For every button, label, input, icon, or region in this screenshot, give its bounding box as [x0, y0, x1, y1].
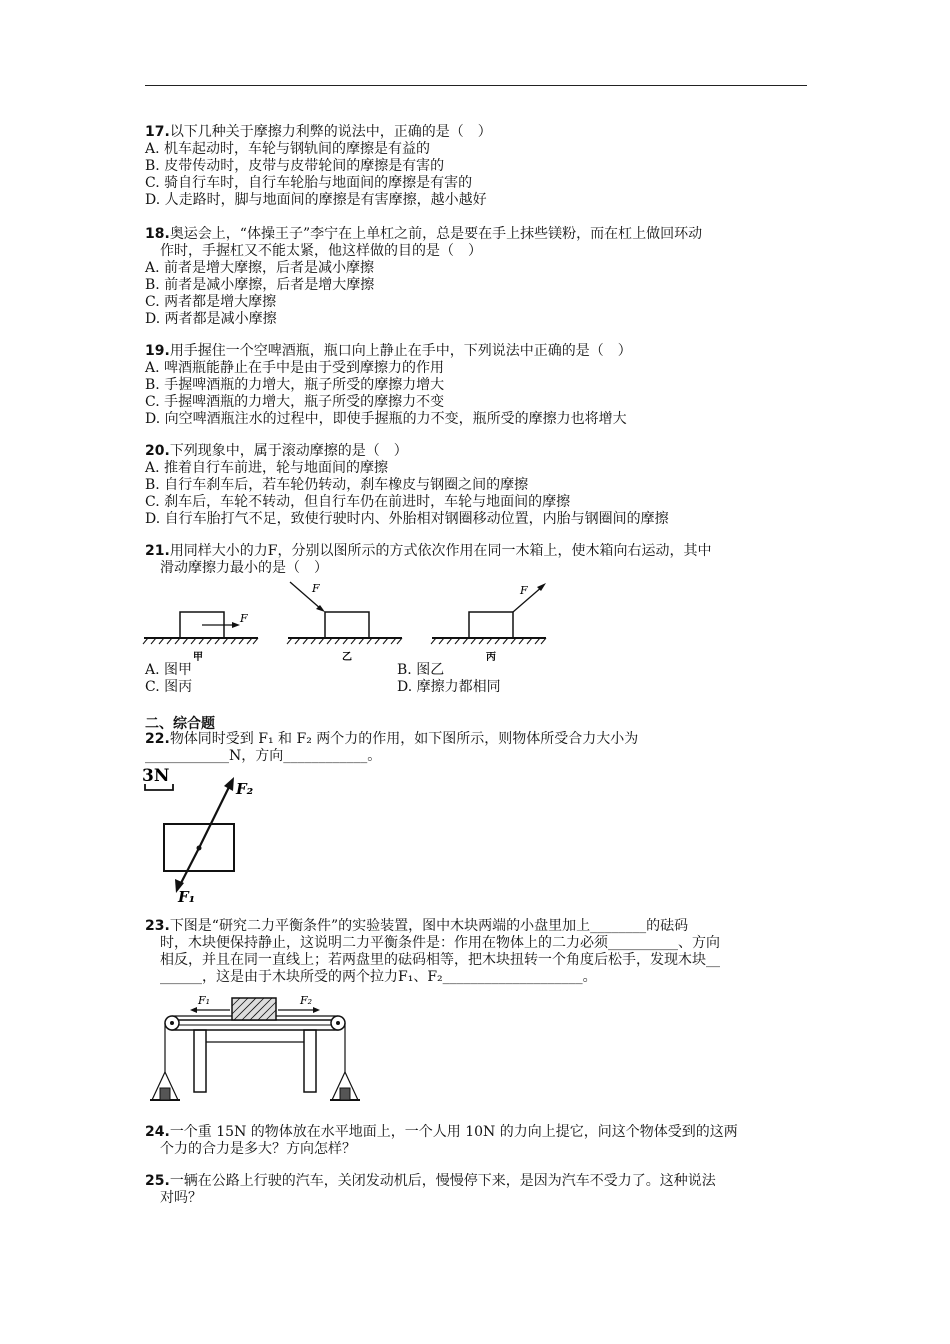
figure-bing — [431, 583, 546, 663]
option-18-a: A. 前者是增大摩擦，后者是减小摩擦 — [145, 260, 375, 276]
option-21-c: C. 图丙 — [145, 679, 193, 695]
table-leg-right — [304, 1030, 316, 1092]
figure-jia — [143, 612, 258, 663]
option-19-b: B. 手握啤酒瓶的力增大，瓶子所受的摩擦力增大 — [145, 377, 445, 393]
question-21-stem-cont: 滑动摩擦力最小的是（ ） — [160, 560, 328, 576]
question-24-line-1: 24.一个重 15N 的物体放在水平地面上，一个人用 10N 的力向上提它，问这个物体受到的这两 — [145, 1124, 738, 1140]
question-17-stem: 17.以下几种关于摩擦力利弊的说法中，正确的是（ ） — [145, 124, 492, 140]
figure-label-jia: 甲 — [193, 652, 203, 663]
option-20-a: A. 推着自行车前进，轮与地面间的摩擦 — [145, 460, 389, 476]
section-heading-2: 二、综合题 — [145, 716, 215, 732]
force-f1-arrow — [180, 848, 199, 885]
header-rule — [145, 85, 807, 86]
force-label-bing: F — [520, 584, 528, 597]
scale-label: 3N — [142, 766, 170, 786]
force-origin-dot — [197, 846, 202, 851]
option-17-a: A. 机车起动时，车轮与钢轨间的摩擦是有益的 — [145, 141, 431, 157]
force-label-jia: F — [240, 612, 248, 625]
f1-label: F₁ — [198, 994, 211, 1007]
force-f2-arrow — [199, 785, 230, 848]
question-21-stem: 21.用同样大小的力F，分别以图所示的方式依次作用在同一木箱上，使木箱向右运动，其中 — [145, 543, 712, 559]
question-19-stem: 19.用手握住一个空啤酒瓶，瓶口向上静止在手中，下列说法中正确的是（ ） — [145, 343, 632, 359]
f2-label: F₂ — [300, 994, 313, 1007]
option-20-d: D. 自行车胎打气不足，致使行驶时内、外胎相对钢圈移动位置，内胎与钢圈间的摩擦 — [145, 511, 669, 527]
option-21-b: B. 图乙 — [397, 662, 445, 678]
question-22-blanks: ____________N，方向____________。 — [145, 748, 382, 764]
question-23-line-1: 23.下图是“研究二力平衡条件”的实验装置，图中木块两端的小盘里加上________的砝码 — [145, 918, 689, 934]
table-leg-left — [194, 1030, 206, 1092]
option-17-d: D. 人走路时，脚与地面间的摩擦是有害摩擦，越小越好 — [145, 192, 487, 208]
option-17-b: B. 皮带传动时，皮带与皮带轮间的摩擦是有害的 — [145, 158, 445, 174]
q21-figure — [140, 578, 570, 664]
f2-label: F₂ — [236, 780, 254, 798]
option-19-a: A. 啤酒瓶能静止在手中是由于受到摩擦力的作用 — [145, 360, 445, 376]
force-arrow-bing — [513, 586, 543, 612]
box-bing — [469, 612, 513, 638]
question-24 — [145, 1124, 810, 1158]
question-20-stem: 20.下列现象中，属于滚动摩擦的是（ ） — [145, 443, 408, 459]
option-17-c: C. 骑自行车时，自行车轮胎与地面间的摩擦是有害的 — [145, 175, 473, 191]
option-19-c: C. 手握啤酒瓶的力增大，瓶子所受的摩擦力不变 — [145, 394, 445, 410]
question-20 — [145, 443, 810, 528]
option-19-d: D. 向空啤酒瓶注水的过程中，即使手握瓶的力不变，瓶所受的摩擦力也将增大 — [145, 411, 627, 427]
option-21-d: D. 摩擦力都相同 — [397, 679, 501, 695]
question-18-stem: 18.奥运会上，“体操王子”李宁在上单杠之前，总是要在手上抹些镁粉，而在杠上做回环动 — [145, 226, 703, 242]
question-23-line-3: 相反，并且在同一直线上；若两盘里的砝码相等，把木块扭转一个角度后松手，发现木块__ — [160, 952, 720, 968]
option-20-b: B. 自行车刹车后，若车轮仍转动，刹车橡皮与钢圈之间的摩擦 — [145, 477, 529, 493]
figure-label-bing: 丙 — [486, 652, 496, 663]
option-21-a: A. 图甲 — [145, 662, 193, 678]
f1-label: F₁ — [178, 888, 196, 906]
question-24-line-2: 个力的合力是多大？方向怎样？ — [160, 1141, 356, 1157]
box-yi — [325, 612, 369, 638]
force-label-yi: F — [312, 582, 320, 595]
question-22 — [145, 731, 810, 765]
weight-right — [340, 1088, 350, 1100]
question-18 — [145, 226, 810, 328]
option-18-d: D. 两者都是减小摩擦 — [145, 311, 277, 327]
question-25-line-1: 25.一辆在公路上行驶的汽车，关闭发动机后，慢慢停下来，是因为汽车不受力了。这种说法 — [145, 1173, 716, 1189]
figure-label-yi: 乙 — [342, 652, 352, 663]
question-22-stem: 22.物体同时受到 F₁ 和 F₂ 两个力的作用，如下图所示，则物体所受合力大小为 — [145, 731, 639, 747]
q23-figure — [150, 990, 360, 1108]
question-25-line-2: 对吗？ — [160, 1190, 202, 1206]
option-20-c: C. 刹车后，车轮不转动，但自行车仍在前进时，车轮与地面间的摩擦 — [145, 494, 571, 510]
option-18-b: B. 前者是减小摩擦，后者是增大摩擦 — [145, 277, 375, 293]
question-21 — [145, 543, 810, 577]
question-25 — [145, 1173, 810, 1207]
question-23-line-4: ______，这是由于木块所受的两个拉力F₁、F₂____________________。 — [160, 969, 597, 985]
q22-figure — [140, 762, 270, 912]
figure-yi — [287, 582, 402, 663]
question-23 — [145, 918, 810, 986]
question-18-stem-cont: 作时，手握杠又不能太紧，他这样做的目的是（ ） — [160, 243, 482, 259]
option-18-c: C. 两者都是增大摩擦 — [145, 294, 277, 310]
option-grid-21 — [145, 662, 810, 696]
question-23-line-2: 时，木块便保持静止，这说明二力平衡条件是：作用在物体上的二力必须__________、方向 — [160, 935, 720, 951]
question-21-options — [145, 662, 810, 696]
weight-left — [160, 1088, 170, 1100]
question-19 — [145, 343, 810, 428]
question-17 — [145, 124, 810, 209]
